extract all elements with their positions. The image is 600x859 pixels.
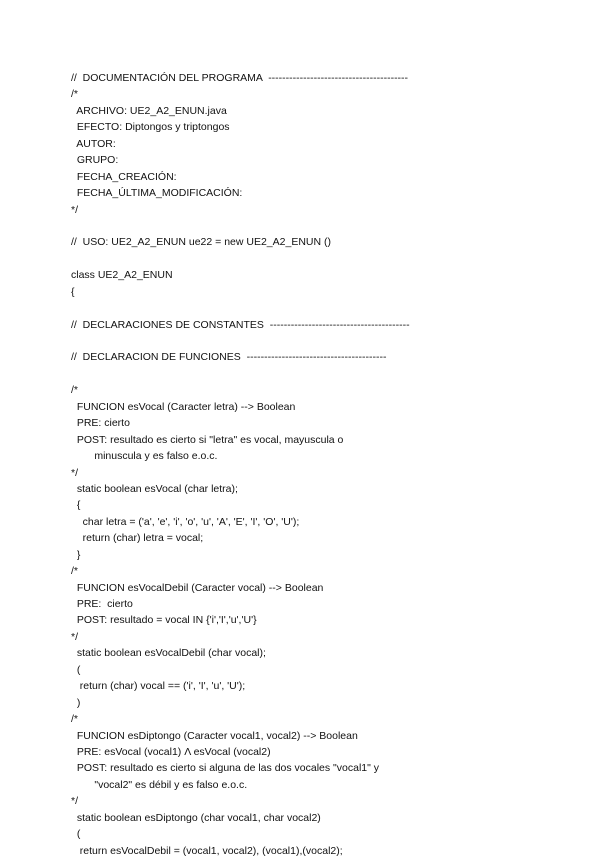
code-line: AUTOR: <box>71 137 116 150</box>
source-code-listing <box>71 70 581 859</box>
code-line: ) <box>71 696 81 709</box>
code-line: "vocal2" es débil y es falso e.o.c. <box>71 778 248 791</box>
code-line: // DECLARACIONES DE CONSTANTES ---------------------------------------- <box>71 318 410 331</box>
code-line: // DOCUMENTACIÓN DEL PROGRAMA ---------------------------------------- <box>71 72 409 84</box>
code-line: /* <box>71 713 79 726</box>
blank-line <box>71 218 581 234</box>
code-line: ARCHIVO: UE2_A2_ENUN.java <box>71 104 227 117</box>
code-line: ( <box>71 663 81 676</box>
code-line: PRE: cierto <box>71 598 133 610</box>
code-line: class UE2_A2_ENUN <box>71 269 173 282</box>
code-line: */ <box>71 466 79 479</box>
code-line: // DECLARACION DE FUNCIONES ---------------------------------------- <box>71 351 387 364</box>
code-line: PRE: esVocal (vocal1) Λ esVocal (vocal2) <box>71 745 271 758</box>
code-line: */ <box>71 203 79 216</box>
code-line: /* <box>71 384 79 397</box>
code-line: POST: resultado es cierto si "letra" es vocal, mayuscula o <box>71 433 344 446</box>
code-line: } <box>71 548 81 561</box>
code-line: ( <box>71 828 81 841</box>
code-line: EFECTO: Diptongos y triptongos <box>71 121 230 134</box>
blank-line <box>71 300 581 316</box>
code-line: return (char) vocal == ('i', 'I', 'u', 'U'); <box>71 680 246 693</box>
code-line: PRE: cierto <box>71 417 130 430</box>
code-line: /* <box>71 88 79 101</box>
code-line: static boolean esVocalDebil (char vocal); <box>71 647 266 660</box>
blank-line <box>71 366 581 382</box>
code-line: minuscula y es falso e.o.c. <box>71 450 218 463</box>
code-line: { <box>71 285 75 298</box>
code-line: */ <box>71 630 79 643</box>
code-line: */ <box>71 795 79 808</box>
code-line: FUNCION esVocalDebil (Caracter vocal) --> Boolean <box>71 581 324 594</box>
code-line: FUNCION esDiptongo (Caracter vocal1, vocal2) --> Boolean <box>71 729 358 742</box>
code-line: FUNCION esVocal (Caracter letra) --> Boolean <box>71 400 296 413</box>
code-line: // USO: UE2_A2_ENUN ue22 = new UE2_A2_ENUN () <box>71 236 331 249</box>
code-line: POST: resultado es cierto si alguna de las dos vocales "vocal1" y <box>71 762 380 775</box>
code-line: char letra = ('a', 'e', 'i', 'o', 'u', 'A', 'E', 'I', 'O', 'U'); <box>71 515 300 528</box>
code-line: static boolean esVocal (char letra); <box>71 482 238 495</box>
code-line: FECHA_CREACIÓN: <box>71 170 177 183</box>
code-line: FECHA_ÚLTIMA_MODIFICACIÓN: <box>71 187 243 200</box>
code-line: GRUPO: <box>71 154 119 167</box>
code-line: /* <box>71 565 79 578</box>
code-line: POST: resultado = vocal IN {'i','I','u','U'} <box>71 614 257 627</box>
blank-line <box>71 333 581 349</box>
code-line: return esVocalDebil = (vocal1, vocal2), (vocal1),(vocal2); <box>71 844 343 857</box>
code-line: static boolean esDiptongo (char vocal1, char vocal2) <box>71 811 321 824</box>
code-line: return (char) letra = vocal; <box>71 532 204 545</box>
blank-line <box>71 251 581 267</box>
code-line: { <box>71 499 81 512</box>
